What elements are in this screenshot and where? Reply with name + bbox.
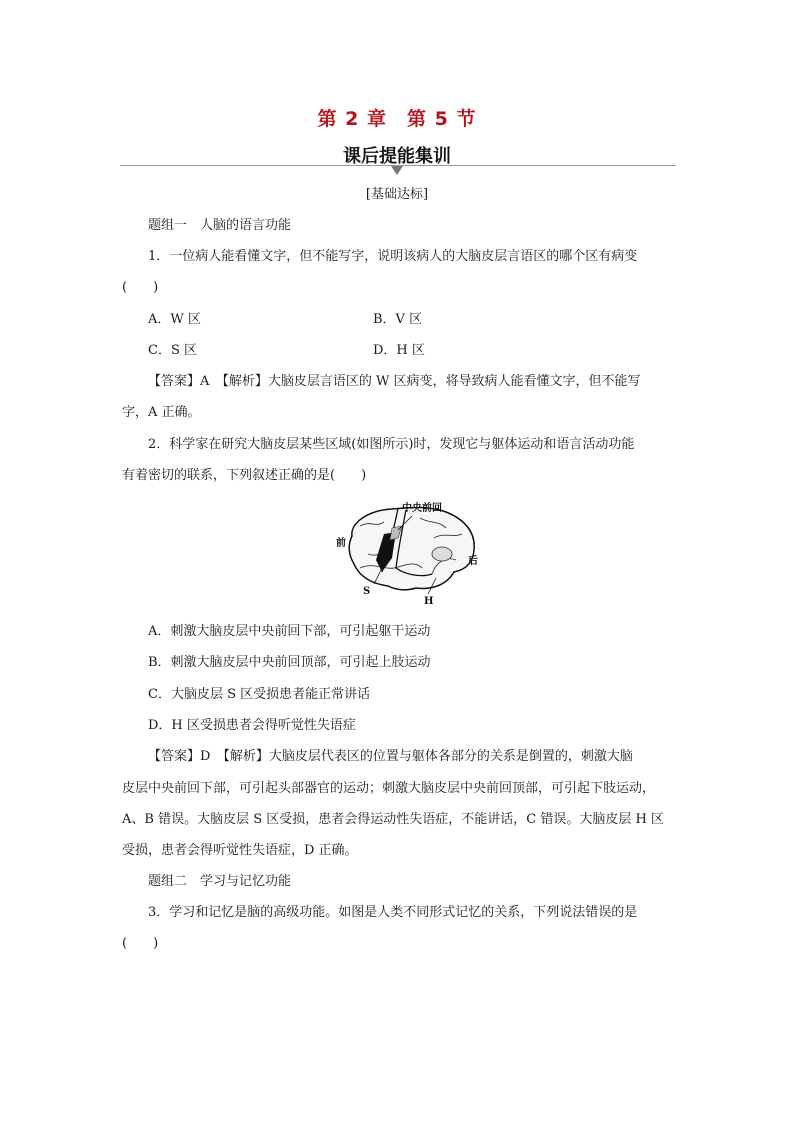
q1-option-a: A．W 区 (148, 312, 201, 327)
chapter-title: 第 2 章 第 5 节 (317, 108, 477, 130)
q2-option-d: D．H 区受损患者会得听觉性失语症 (148, 718, 356, 733)
q3-stem-line2: ( ) (122, 936, 159, 951)
group-heading-1: 题组一 人脑的语言功能 (148, 218, 292, 233)
q2-answer-line1: 【答案】D 【解析】大脑皮层代表区的位置与躯体各部分的关系是倒置的，刺激大脑 (148, 749, 633, 764)
section-title: 课后提能集训 (343, 146, 451, 167)
h-area-region (432, 547, 452, 561)
q2-stem-line2: 有着密切的联系，下列叙述正确的是( ) (122, 468, 367, 483)
q1-stem-line2: ( ) (122, 280, 159, 295)
label-h: H (424, 596, 434, 607)
q1-option-d: D．H 区 (373, 343, 425, 358)
label-front: 前 (336, 538, 346, 549)
brain-diagram (330, 498, 490, 608)
q2-option-b: B．刺激大脑皮层中央前回顶部，可引起上肢运动 (148, 655, 431, 670)
q2-option-a: A．刺激大脑皮层中央前回下部，可引起躯干运动 (148, 624, 431, 639)
q1-answer-line2: 字，A 正确。 (122, 405, 201, 420)
triangle-down-icon (391, 166, 403, 175)
label-central-precentral: 中央前回 (402, 503, 442, 514)
q2-answer-line3: A、B 错误。大脑皮层 S 区受损，患者会得运动性失语症，不能讲话，C 错误。大脑皮层 H 区 (122, 812, 664, 827)
level-heading: [基础达标] (365, 187, 429, 202)
q1-stem-line1: 1．一位病人能看懂文字，但不能写字，说明该病人的大脑皮层言语区的哪个区有病变 (148, 249, 638, 264)
q1-option-b: B．V 区 (373, 312, 423, 327)
q1-answer-line1: 【答案】A 【解析】大脑皮层言语区的 W 区病变，将导致病人能看懂文字，但不能写 (148, 374, 641, 389)
brain-outline (349, 507, 474, 589)
group-heading-2: 题组二 学习与记忆功能 (148, 874, 292, 889)
label-s: S (363, 586, 371, 597)
q2-answer-line4: 受损，患者会得听觉性失语症，D 正确。 (122, 843, 358, 858)
q2-option-c: C．大脑皮层 S 区受损患者能正常讲话 (148, 687, 371, 702)
label-back: 后 (468, 556, 478, 567)
q2-stem-line1: 2．科学家在研究大脑皮层某些区域(如图所示)时，发现它与躯体运动和语言活动功能 (148, 437, 635, 452)
q3-stem-line1: 3．学习和记忆是脑的高级功能。如图是人类不同形式记忆的关系，下列说法错误的是 (148, 905, 638, 920)
q1-option-c: C．S 区 (148, 343, 197, 358)
q2-answer-line2: 皮层中央前回下部，可引起头部器官的运动；刺激大脑皮层中央前回顶部，可引起下肢运动， (122, 781, 656, 796)
